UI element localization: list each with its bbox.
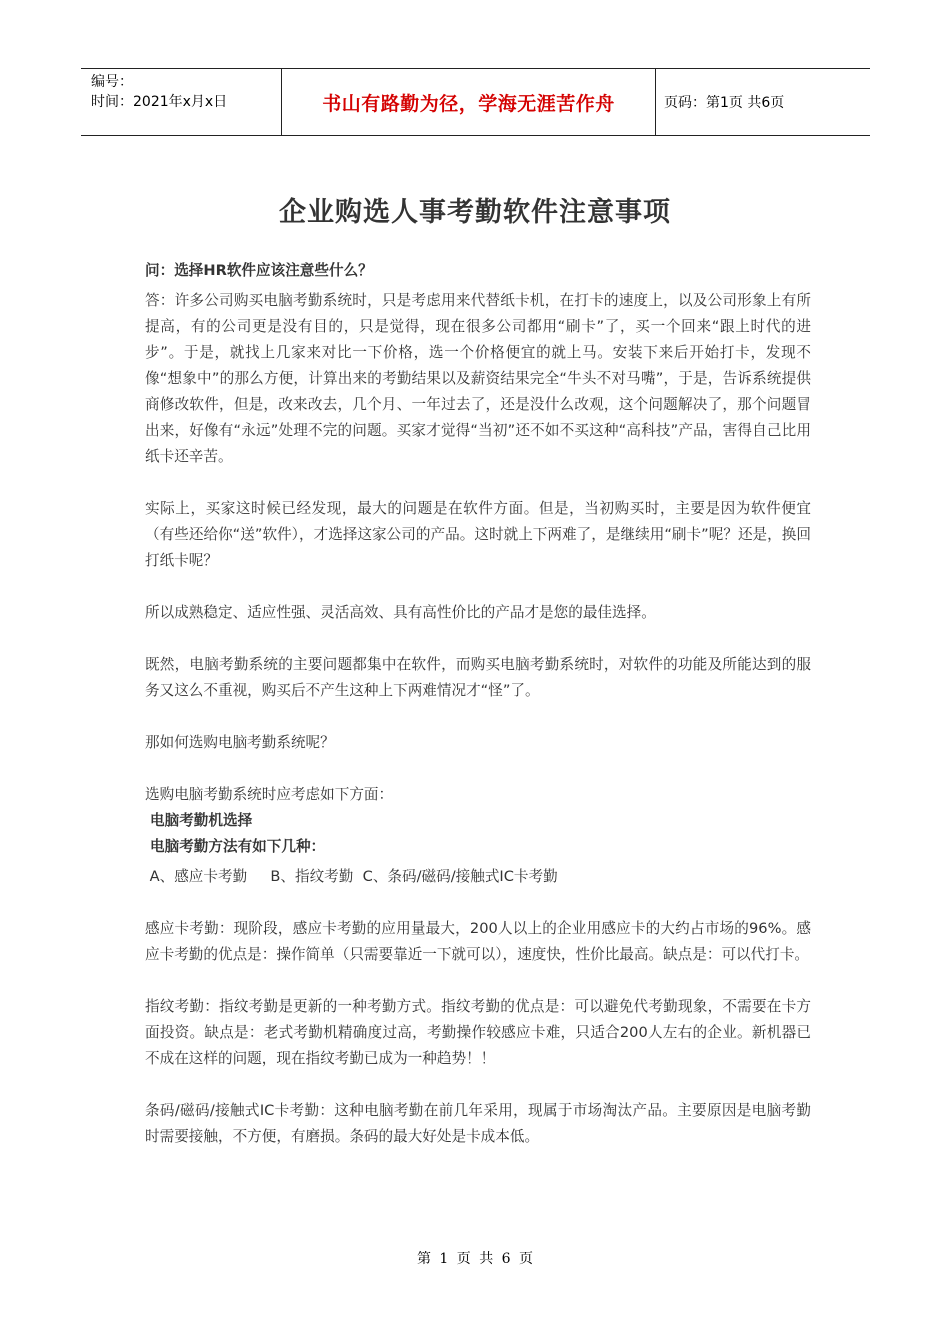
header-table xyxy=(81,68,870,136)
time-label: 时间：2021年x月x日 xyxy=(91,94,228,110)
page-footer: 第 1 页 共 6 页 xyxy=(416,1251,534,1267)
question-heading: 问：选择HR软件应该注意些什么？ xyxy=(145,262,373,279)
paragraph-proximity-card: 感应卡考勤：现阶段，感应卡考勤的应用量最大，200人以上的企业用感应卡的大约占市场的96%。感应卡考勤的优点是：操作简单（只需要靠近一下就可以），速度快，性价比最高。缺点是：可以代打卡。 xyxy=(145,920,811,963)
attendance-options: A、感应卡考勤 B、指纹考勤 C、条码/磁码/接触式IC卡考勤 xyxy=(145,868,558,885)
paragraph-software-issue: 既然，电脑考勤系统的主要问题都集中在软件，而购买电脑考勤系统时，对软件的功能及所能达到的服务又这么不重视，购买后不产生这种上下两难情况才“怪”了。 xyxy=(145,656,811,699)
header-meta-cell xyxy=(81,69,281,135)
subheading-machine-selection: 电脑考勤机选择 xyxy=(150,812,253,829)
number-label: 编号： xyxy=(91,74,133,90)
subheading-methods: 电脑考勤方法有如下几种： xyxy=(150,838,326,855)
paragraph-barcode-card: 条码/磁码/接触式IC卡考勤：这种电脑考勤在前几年采用，现属于市场淘汰产品。主要原因是电脑考勤时需要接触，不方便，有磨损。条码的最大好处是卡成本低。 xyxy=(145,1102,811,1145)
paragraph-fingerprint: 指纹考勤：指纹考勤是更新的一种考勤方式。指纹考勤的优点是：可以避免代考勤现象，不需要在卡方面投资。缺点是：老式考勤机精确度过高，考勤操作较感应卡难，只适合200人左右的企业。新机器已不成在这样的问题，现在指纹考勤已成为一种趋势！！ xyxy=(145,998,811,1067)
page-info-cell xyxy=(656,69,870,135)
paragraph-how-to-choose: 那如何选购电脑考勤系统呢？ xyxy=(145,734,335,751)
document-body xyxy=(145,258,811,1150)
paragraph-best-choice: 所以成熟稳定、适应性强、灵活高效、具有高性价比的产品才是您的最佳选择。 xyxy=(145,604,656,621)
page-info-text: 页码：第1页 共6页 xyxy=(664,95,785,111)
paragraph-considerations: 选购电脑考勤系统时应考虑如下方面： xyxy=(145,786,394,803)
motto-cell xyxy=(281,69,656,135)
document-title: 企业购选人事考勤软件注意事项 xyxy=(279,197,671,228)
motto-text: 书山有路勤为径，学海无涯苦作舟 xyxy=(322,92,615,115)
paragraph-actual-situation: 实际上，买家这时候已经发现，最大的问题是在软件方面。但是，当初购买时，主要是因为软件便宜（有些还给你“送”软件），才选择这家公司的产品。这时就上下两难了，是继续用“刷卡”呢？还是，换回打纸卡呢？ xyxy=(145,500,811,569)
answer-paragraph: 答：许多公司购买电脑考勤系统时，只是考虑用来代替纸卡机，在打卡的速度上，以及公司形象上有所提高，有的公司更是没有目的，只是觉得，现在很多公司都用“刷卡”了，买一个回来“跟上时代的进步”。于是，就找上几家来对比一下价格，选一个价格便宜的就上马。安装下来后开始打卡，发现不像“想象中”的那么方便，计算出来的考勤结果以及薪资结果完全“牛头不对马嘴”，于是，告诉系统提供商修改软件，但是，改来改去，几个月、一年过去了，还是没什么改观，这个问题解决了，那个问题冒出来，好像有“永远”处理不完的问题。买家才觉得“当初”还不如不买这种“高科技”产品，害得自己比用纸卡还辛苦。 xyxy=(145,292,811,465)
